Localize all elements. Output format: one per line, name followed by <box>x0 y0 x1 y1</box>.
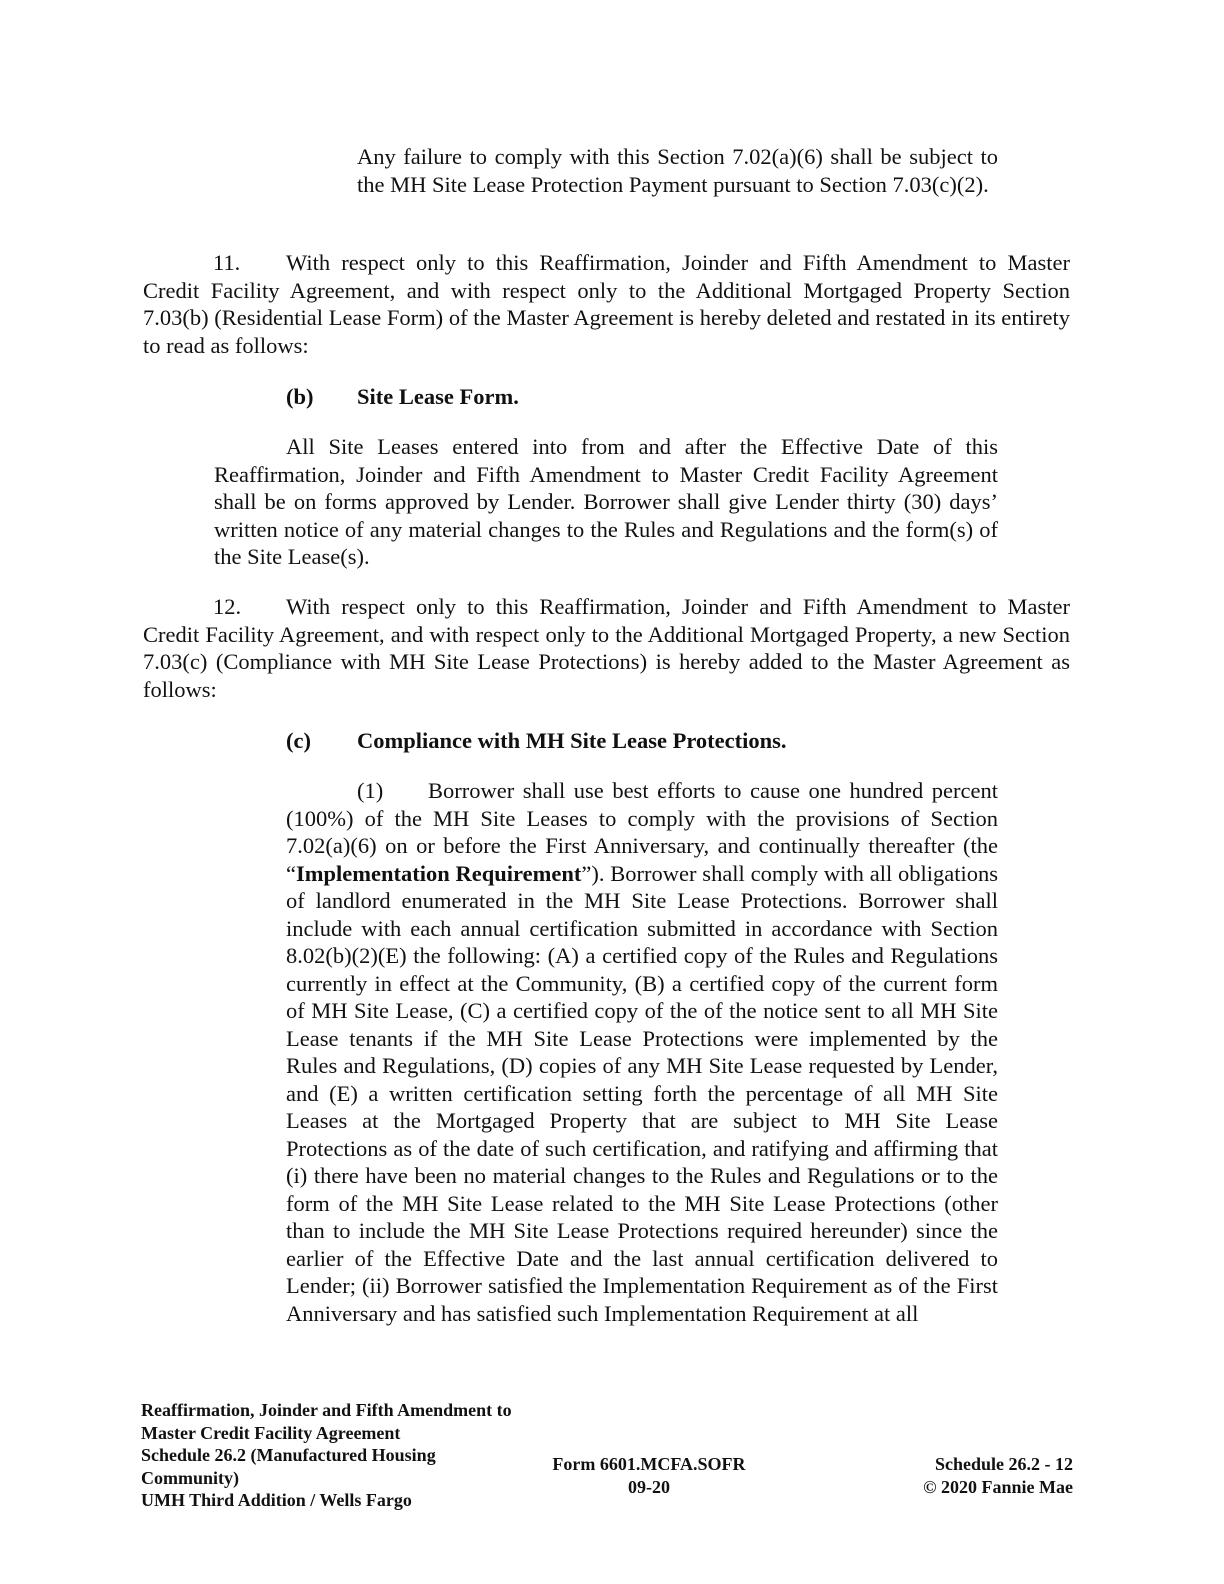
section-12-number: 12. <box>213 594 242 619</box>
section-12 <box>143 593 1070 703</box>
section-11 <box>143 249 1070 359</box>
paragraph-c1-number: (1) <box>357 778 384 803</box>
footer-left-line-4: Community) <box>141 1467 239 1488</box>
section-11-number: 11. <box>213 250 241 275</box>
section-11-text: With respect only to this Reaffirmation, Joinder and Fifth Amendment to Master Credit Facility Agreement, and with respect only to the Additional Mortgaged Property Section 7.03(b) (Residential Lease Form) of the Master Agreement is hereby deleted and restated in its entirety to read as follows: <box>143 250 1070 358</box>
section-12-text: With respect only to this Reaffirmation, Joinder and Fifth Amendment to Master Credit Facility Agreement, and with respect only to the Additional Mortgaged Property, a new Section 7.03(c) (Compliance with MH Site Lease Protections) is hereby added to the Master Agreement as follows: <box>143 594 1070 702</box>
footer-left-line-2: Master Credit Facility Agreement <box>141 1422 401 1443</box>
paragraph-site-lease-text: All Site Leases entered into from and after the Effective Date of this Reaffirmation, Joinder and Fifth Amendment to Master Credit Facility Agreement shall be on forms approved by Lender. Borrower shall give Lender thirty (30) days’ written notice of any material changes to the Rules and Regulations and the form(s) of the Site Lease(s). <box>214 434 998 569</box>
footer-center <box>520 1453 778 1498</box>
footer-left-line-3: Schedule 26.2 (Manufactured Housing <box>141 1445 436 1465</box>
defined-term-implementation-requirement: Implementation Requirement <box>296 860 582 886</box>
heading-c-title: Compliance with MH Site Lease Protections. <box>357 728 787 753</box>
paragraph-c1 <box>286 777 998 1327</box>
paragraph-site-lease <box>214 433 998 571</box>
footer-copyright: © 2020 Fannie Mae <box>923 1476 1073 1497</box>
heading-b-title: Site Lease Form. <box>357 384 519 409</box>
footer-page-number: Schedule 26.2 - 12 <box>934 1454 1073 1474</box>
heading-c-label: (c) <box>286 728 311 753</box>
paragraph-failure-to-comply <box>357 143 998 198</box>
heading-compliance <box>286 727 787 755</box>
heading-site-lease-form <box>286 383 519 411</box>
paragraph-c1-text-before: Borrower shall use best efforts to cause one hundred percent (100%) of the MH Site Leases to comply with the provisions of Section 7.02(a)(6) on or before the First Anniversary, and continually thereafter (the “ <box>286 778 998 886</box>
footer-right <box>880 1453 1073 1498</box>
footer-left-line-1: Reaffirmation, Joinder and Fifth Amendment to <box>141 1400 512 1420</box>
paragraph-failure-text: Any failure to comply with this Section 7.02(a)(6) shall be subject to the MH Site Lease Protection Payment pursuant to Section 7.03(c)(2). <box>357 144 998 197</box>
footer-left <box>141 1399 571 1512</box>
paragraph-c1-text-after: ”). Borrower shall comply with all obligations of landlord enumerated in the MH Site Lease Protections. Borrower shall include with each annual certification submitted in accordance with Section 8.02(b)(2)(E) the following: (A) a certified copy of the Rules and Regulations currently in effect at the Community, (B) a certified copy of the current form of MH Site Lease, (C) a certified copy of the of the notice sent to all MH Site Lease tenants if the MH Site Lease Protections were implemented by the Rules and Regulations, (D) copies of any MH Site Lease requested by Lender, and (E) a written certification setting forth the percentage of all MH Site Leases at the Mortgaged Property that are subject to MH Site Lease Protections as of the date of such certification, and ratifying and affirming that (i) there have been no material changes to the Rules and Regulations or to the form of the MH Site Lease related to the MH Site Lease Protections (other than to include the MH Site Lease Protections required hereunder) since the earlier of the Effective Date and the last annual certification delivered to Lender; (ii) Borrower satisfied the Implementation Requirement as of the First Anniversary and has satisfied such Implementation Requirement at all <box>286 860 999 1326</box>
heading-b-label: (b) <box>286 384 314 409</box>
footer-form-date: 09-20 <box>628 1476 670 1497</box>
footer-left-line-5: UMH Third Addition / Wells Fargo <box>141 1490 412 1510</box>
footer-form-number: Form 6601.MCFA.SOFR <box>552 1454 746 1474</box>
